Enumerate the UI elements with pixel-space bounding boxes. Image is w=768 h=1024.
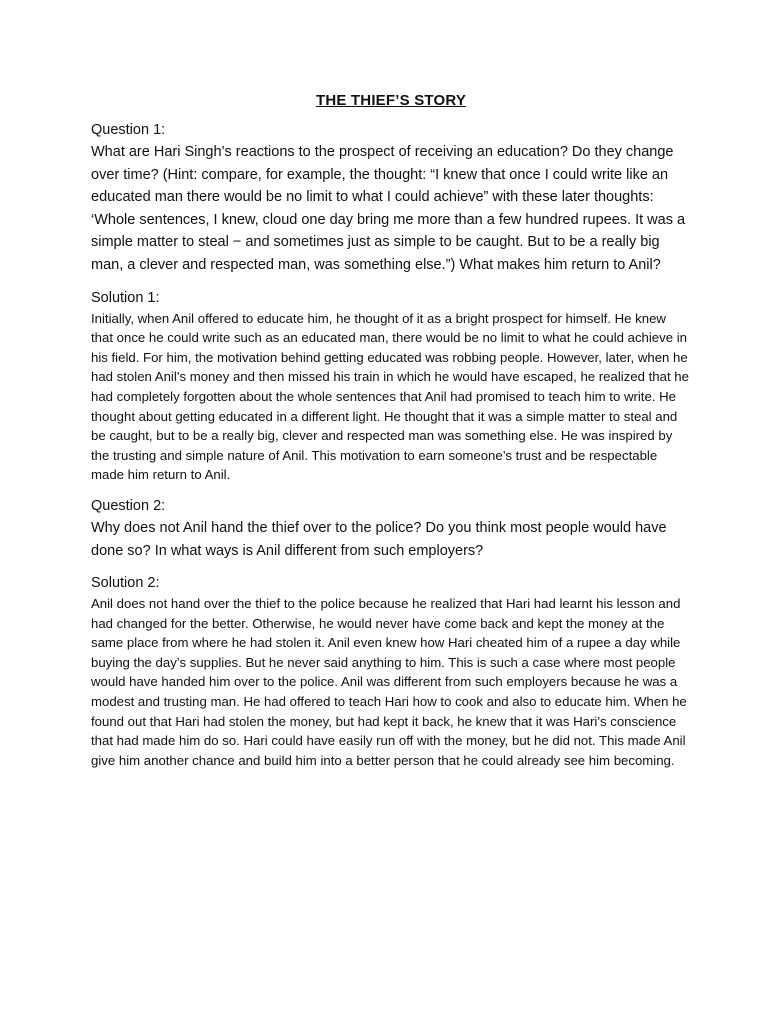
question-2-section [91,495,691,562]
question-2-text: Why does not Anil hand the thief over to the police? Do you think most people would have done so? In what ways is Anil different from such employers? [91,519,667,559]
solution-1-label: Solution 1: [91,289,160,306]
solution-2-label: Solution 2: [91,575,160,592]
question-1-label: Question 1: [91,122,166,138]
question-1-text: What are Hari Singh’s reactions to the prospect of receiving an education? Do they change over time? (Hint: compare, for example, the thought: “I knew that once I could write like an educated man there would be no limit to what I could achieve” with these later thoughts: ‘Whole sentences, I knew, cloud one day bring me more than a few hundred rupees. It was a simple matter to steal − and sometimes just as simple to be caught. But to be a really big man, a clever and respected man, was something else.”) What makes him return to Anil? [91,144,686,273]
document-page [91,92,691,770]
document-title: THE THIEF’S STORY [315,92,467,109]
solution-1-section [91,287,691,485]
question-1-section [91,119,691,277]
solution-2-section [91,572,691,770]
question-2-label: Question 2: [91,497,166,514]
solution-1-text: Initially, when Anil offered to educate him, he thought of it as a bright prospect for himself. He knew that once he could write such as an educated man, there would be no limit to what he could achieve in his field. For him, the motivation behind getting educated was robbing people. However, later, when he had stolen Anil’s money and then missed his train in which he would have escaped, he realized that he had completely forgotten about the whole sentences that Anil had promised to teach him to write. He thought about getting educated in a different light. He thought that it was a simple matter to steal and be caught, but to be a really big, clever and respected man was something else. He was inspired by the trusting and simple nature of Anil. This motivation to earn someone’s trust and be respectable made him return to Anil. [91,310,689,483]
solution-2-text: Anil does not hand over the thief to the police because he realized that Hari had learnt his lesson and had changed for the better. Otherwise, he would never have come back and kept the money at the same place from where he had stolen it. Anil even knew how Hari cheated him of a rupee a day while buying the day’s supplies. But he never said anything to him. This is such a case where most people would have handed him over to the police. Anil was different from such employers because he was a modest and trusting man. He had offered to teach Hari how to cook and also to educate him. When he found out that Hari had stolen the money, but had kept it back, he knew that it was Hari’s conscience that had made him do so. Hari could have easily run off with the money, but he did not. This made Anil give him another chance and build him into a better person that he could already see him becoming. [91,596,687,768]
